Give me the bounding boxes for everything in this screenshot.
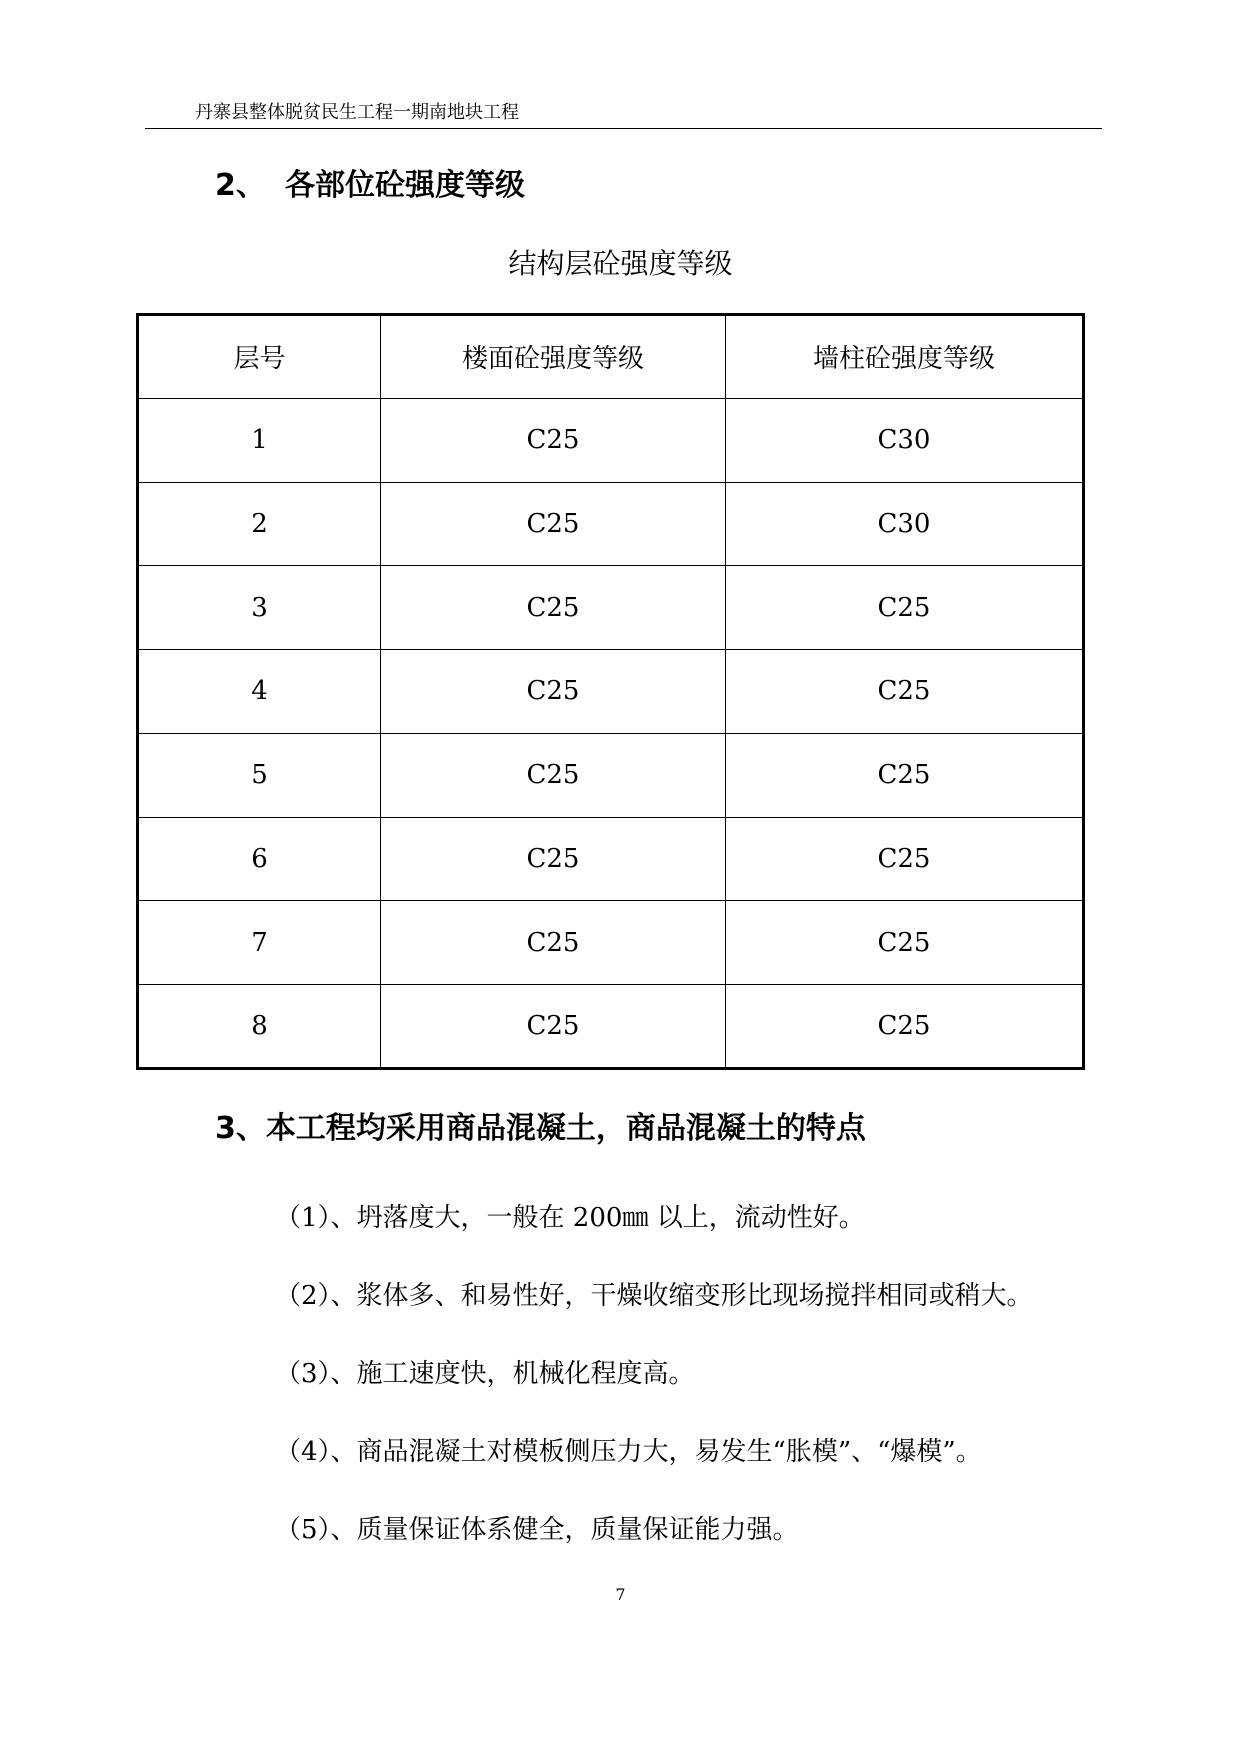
column-grade-cell: C25 <box>726 733 1084 817</box>
list-item: （4）、商品混凝土对模板侧压力大，易发生“胀模”、“爆模”。 <box>275 1437 982 1467</box>
slab-grade-cell: C25 <box>381 817 726 901</box>
header-cell: 楼面砼强度等级 <box>381 315 726 399</box>
column-grade-cell: C25 <box>726 566 1084 650</box>
section-3-heading: 3、本工程均采用商品混凝土，商品混凝土的特点 <box>215 1111 866 1146</box>
header-cell: 层号 <box>138 315 381 399</box>
table-row <box>138 650 1084 734</box>
header-divider <box>145 128 1102 129</box>
section-2-number: 2、 <box>215 168 266 203</box>
slab-grade-cell: C25 <box>381 566 726 650</box>
slab-grade-cell: C25 <box>381 985 726 1069</box>
column-grade-cell: C30 <box>726 482 1084 566</box>
floor-cell: 1 <box>138 398 381 482</box>
table-row <box>138 985 1084 1069</box>
section-2-title: 各部位砼强度等级 <box>285 168 525 203</box>
concrete-grade-table <box>136 313 1085 1070</box>
slab-grade-cell: C25 <box>381 901 726 985</box>
list-item: （2）、浆体多、和易性好，干燥收缩变形比现场搅拌相同或稍大。 <box>275 1281 1033 1311</box>
column-grade-cell: C25 <box>726 650 1084 734</box>
section-2-heading <box>215 168 525 204</box>
table-caption: 结构层砼强度等级 <box>508 247 733 280</box>
floor-cell: 8 <box>138 985 381 1069</box>
floor-cell: 5 <box>138 733 381 817</box>
table-row <box>138 482 1084 566</box>
table-row <box>138 566 1084 650</box>
floor-cell: 4 <box>138 650 381 734</box>
feature-list <box>275 1198 1033 1588</box>
slab-grade-cell: C25 <box>381 482 726 566</box>
list-item: （1）、坍落度大，一般在 200㎜ 以上，流动性好。 <box>275 1203 865 1233</box>
column-grade-cell: C25 <box>726 985 1084 1069</box>
column-grade-cell: C25 <box>726 901 1084 985</box>
floor-cell: 2 <box>138 482 381 566</box>
slab-grade-cell: C25 <box>381 650 726 734</box>
table-row <box>138 398 1084 482</box>
slab-grade-cell: C25 <box>381 398 726 482</box>
list-item: （3）、施工速度快，机械化程度高。 <box>275 1359 695 1389</box>
column-grade-cell: C30 <box>726 398 1084 482</box>
slab-grade-cell: C25 <box>381 733 726 817</box>
list-item: （5）、质量保证体系健全，质量保证能力强。 <box>275 1515 799 1545</box>
table-row <box>138 817 1084 901</box>
page-number: 7 <box>615 1585 626 1604</box>
table-header-row <box>138 315 1084 399</box>
header-cell: 墙柱砼强度等级 <box>726 315 1084 399</box>
floor-cell: 6 <box>138 817 381 901</box>
table-row <box>138 901 1084 985</box>
page-header: 丹寨县整体脱贫民生工程一期南地块工程 <box>195 102 519 123</box>
floor-cell: 7 <box>138 901 381 985</box>
column-grade-cell: C25 <box>726 817 1084 901</box>
floor-cell: 3 <box>138 566 381 650</box>
table-row <box>138 733 1084 817</box>
